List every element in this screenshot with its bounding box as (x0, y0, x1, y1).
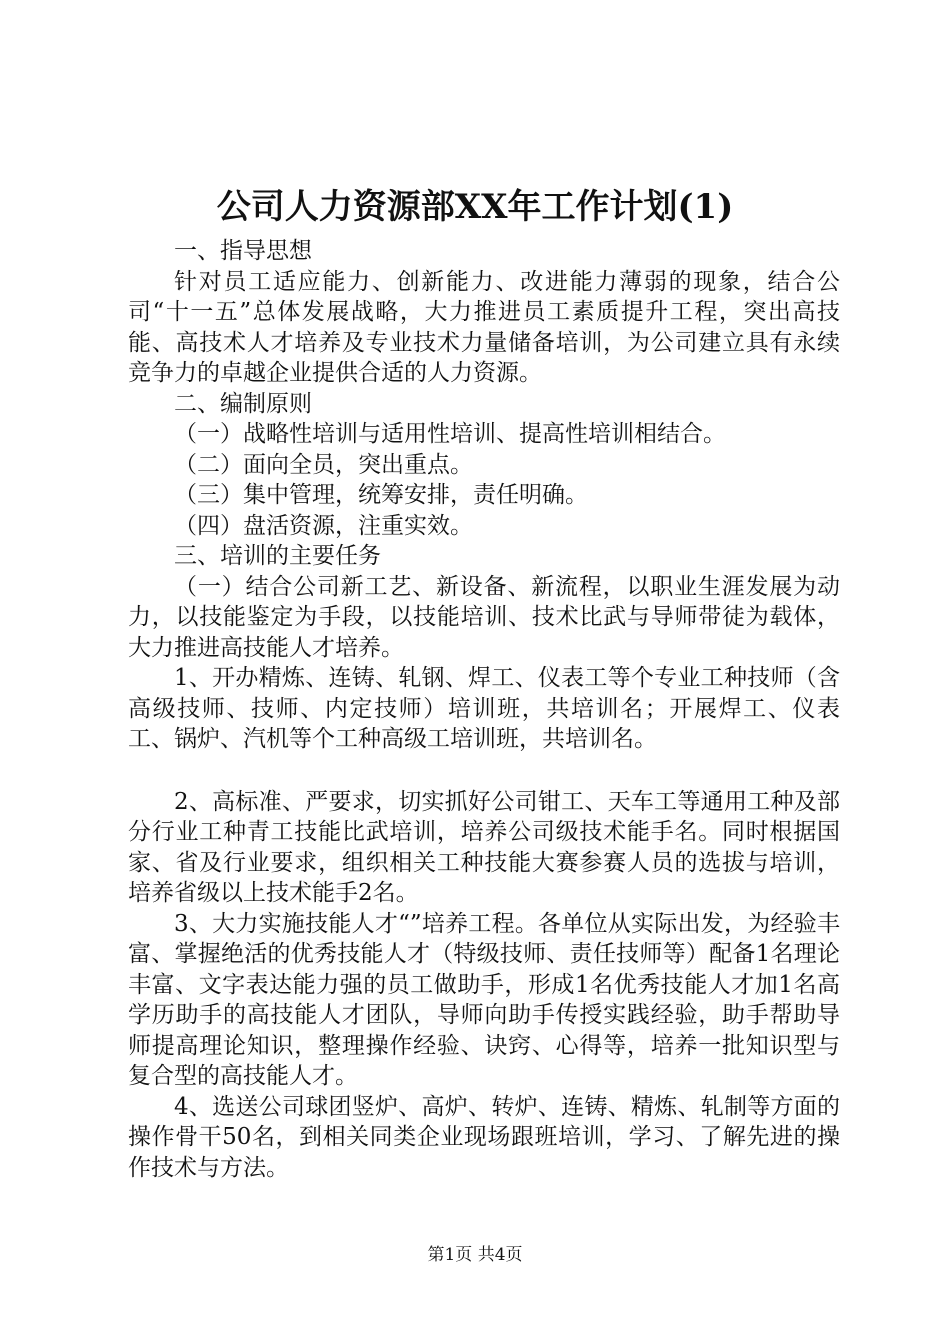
page-number-footer: 第1页 共4页 (427, 1245, 523, 1265)
task-subitem-2: 2、高标准、严要求，切实抓好公司钳工、天车工等通用工种及部分行业工种青工技能比武培训，培养公司级技术能手名。同时根据国家、省及行业要求，组织相关工种技能大赛参赛人员的选拔与培训，培养省级以上技术能手2名。 (128, 788, 840, 906)
task-subitem-4: 4、选送公司球团竖炉、高炉、转炉、连铸、精炼、轧制等方面的操作骨干50名，到相关同类企业现场跟班培训，学习、了解先进的操作技术与方法。 (128, 1093, 840, 1181)
task-item-1: （一）结合公司新工艺、新设备、新流程，以职业生涯发展为动力，以技能鉴定为手段，以技能培训、技术比武与导师带徒为载体，大力推进高技能人才培养。 (128, 573, 840, 661)
paragraph-guiding-ideology: 针对员工适应能力、创新能力、改进能力薄弱的现象，结合公司“十一五”总体发展战略，大力推进员工素质提升工程，突出高技能、高技术人才培养及专业技术力量储备培训，为公司建立具有永续竞争力的卓越企业提供合适的人力资源。 (128, 268, 840, 386)
section-heading-guiding-ideology: 一、指导思想 (174, 238, 312, 264)
section-heading-principles: 二、编制原则 (174, 390, 312, 417)
principle-item-4: （四）盘活资源，注重实效。 (174, 512, 473, 539)
principle-item-2: （二）面向全员，突出重点。 (174, 451, 473, 478)
document-title: 公司人力资源部XX年工作计划(1) (216, 187, 734, 227)
task-subitem-3: 3、大力实施技能人才“”培养工程。各单位从实际出发，为经验丰富、掌握绝活的优秀技能人才（特级技师、责任技师等）配备1名理论丰富、文字表达能力强的员工做助手，形成1名优秀技能人才加1名高学历助手的高技能人才团队，导师向助手传授实践经验，助手帮助导师提高理论知识，整理操作经验、诀窍、心得等，培养一批知识型与复合型的高技能人才。 (128, 910, 840, 1089)
paragraph-gap (128, 755, 840, 787)
task-subitem-1: 1、开办精炼、连铸、轧钢、焊工、仪表工等个专业工种技师（含高级技师、技师、内定技师）培训班，共培训名；开展焊工、仪表工、锅炉、汽机等个工种高级工培训班，共培训名。 (128, 665, 840, 752)
document-body (128, 236, 840, 1183)
principle-item-1: （一）战略性培训与适用性培训、提高性培训相结合。 (174, 421, 726, 447)
section-heading-main-tasks: 三、培训的主要任务 (174, 543, 381, 569)
principle-item-3: （三）集中管理，统筹安排，责任明确。 (174, 482, 588, 508)
